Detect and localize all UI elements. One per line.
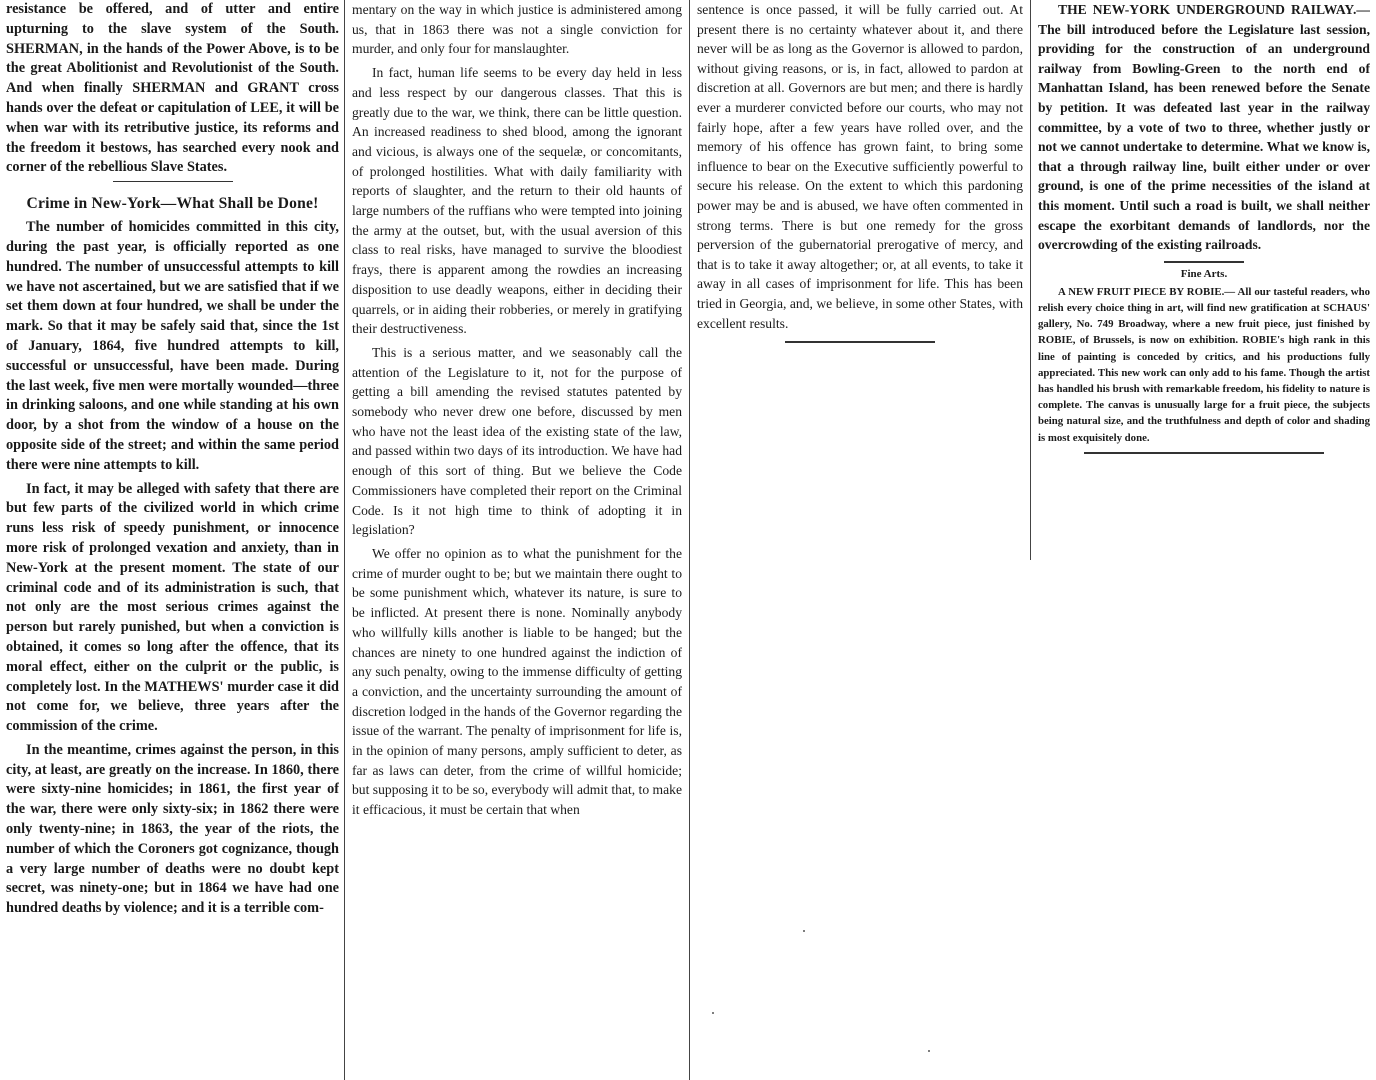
paragraph: In fact, it may be alleged with safety that there are but few parts of the civilized world in which crime runs less risk of speedy punishment, or innocence more risk of prolonged vexation and anxiety, than in New-York at the present moment. The state of our criminal code and of its administration is such, that not only are the most serious crimes against the person but rarely punished, but when a conviction is obtained, it comes so long after the offence, that its moral effect, either on the culprit or the public, is completely lost. In the MATHEWS' murder case it did not come for, we believe, three years after the commission of the crime.	[6, 480, 339, 735]
article-title: A NEW FRUIT PIECE BY ROBIE.—	[1058, 285, 1236, 298]
section-heading: Fine Arts.	[1180, 267, 1228, 280]
scan-speck	[803, 930, 805, 932]
paragraph-continued: mentary on the way in which justice is administered among us, that in 1863 there was not a single conviction for murder, and only four for manslaughter.	[352, 2, 682, 57]
separator-rule	[785, 341, 935, 343]
column-4	[1038, 0, 1370, 560]
scan-speck	[712, 1012, 714, 1014]
article-title: THE NEW-YORK UNDERGROUND RAILWAY.—	[1058, 2, 1370, 17]
paragraph: We offer no opinion as to what the punishment for the crime of murder ought to be; but we maintain there ought to be some punishment which, whatever its nature, is sure to be inflicted. At present there is none. Nominally anybody who willfully kills another is liable to be hanged; but the chances are ninety to one hundred against the indiction of any such penalty, owing to the immense difficulty of getting a conviction, and the uncertainty surrounding the amount of discretion lodged in the hands of the Governor regarding the issue of the warrant. The penalty of imprisonment for life is, in the opinion of many persons, amply sufficient to deter, as far as laws can deter, from the crime of willful homicide; but supposing it to be so, everybody will admit that, to make it efficacious, it must be certain that when	[352, 545, 682, 818]
paragraph: The number of homicides committed in this city, during the past year, is officially reported as one hundred. The number of unsuccessful attempts to kill we have not ascertained, but we are satisfied that if we set them down at four hundred, we shall be under the mark. So that it may be safely said that, since the 1st of January, 1864, five hundred attempts to kill, successful or unsuccessful, have been made. During the last week, five men were mortally wounded—three in drinking saloons, and one while standing at his own door, by a shot from the window of a house on the opposite side of the street; and within the same period there were nine attempts to kill.	[6, 219, 339, 473]
paragraph	[1038, 284, 1370, 446]
separator-rule	[113, 181, 233, 182]
separator-rule	[1084, 452, 1324, 454]
article-headline: Crime in New-York—What Shall be Done!	[26, 195, 319, 213]
paragraph	[1038, 0, 1370, 255]
column-rule	[1030, 0, 1031, 560]
scan-speck	[928, 1050, 930, 1052]
paragraph-continued: sentence is once passed, it will be fully carried out. At present there is no certainty whatever about it, and there never will be as long as the Governor is allowed to pardon, without giving reasons, or is, in fact, allowed to pardon at discretion at all. Governors are but men; and there is hardly ever a murderer convicted before our courts, who may not fairly hope, after a few years have rolled over, and the memory of his offence has grown faint, to bring some influence to bear on the Executive sufficiently powerful to secure his release. On the extent to which this pardoning power may be and is abused, we have often commented in strong terms. There is but one remedy for the gross perversion of the gubernatorial prerogative of mercy, and that is to take it away altogether; or, at all events, to take it away in all cases of imprisonment for life. This has been tried in Georgia, and, we believe, in some other States, with excellent results.	[697, 2, 1023, 331]
paragraph-continued: resistance be offered, and of utter and entire upturning to the slave system of the South. SHERMAN, in the hands of the Power Above, is to be the great Abolitionist and Revolutionist of the South. And when finally SHERMAN and GRANT cross hands over the defeat or capitulation of LEE, it will be when war with its retributive justice, its reforms and the freedom it bestows, has searched every nook and corner of the rebellious Slave States.	[6, 1, 339, 176]
paragraph: In the meantime, crimes against the person, in this city, at least, are greatly on the increase. In 1860, there were sixty-nine homicides; in 1861, the first year of the war, there were only sixty-six; in 1862 there were only twenty-nine; in 1863, the year of the riots, the number of which the Coroners got cognizance, though a very large number of deaths were no doubt kept secret, was ninety-one; but in 1864 we have had one hundred deaths by violence; and it is a terrible com-	[6, 741, 339, 917]
column-2	[352, 0, 682, 1080]
paragraph: This is a serious matter, and we seasonably call the attention of the Legislature to it, not for the purpose of getting a bill amending the revised statutes patented by somebody who never drew one before, discussed by men who have not the least idea of the existing state of the law, and passed within two days of its introduction. We have had enough of this sort of thing. But we believe the Code Commissioners have completed their report on the Criminal Code. Is it not high time to think of adopting it in legislation?	[352, 344, 682, 538]
article-body: All our tasteful readers, who relish every choice thing in art, will find new gratification at SCHAUS' gallery, No. 749 Broadway, where a new fruit piece, just finished by ROBIE, of Brussels, is now on exhibition. ROBIE's high rank in this line of painting is conceded by critics, and his productions fully appreciated. This new work can only add to his fame. Though the artist has handled his brush with remarkable freedom, his fidelity to nature is complete. The canvas is unusually large for a fruit piece, the subjects being natural size, and the truthfulness and depth of color and shading is most exquisitely done.	[1038, 285, 1370, 444]
separator-rule	[1164, 261, 1244, 263]
column-rule	[689, 0, 690, 1080]
column-3	[697, 0, 1023, 460]
column-rule	[344, 0, 345, 1080]
article-body: The bill introduced before the Legislature last session, providing for the construction of an underground railway from Bowling-Green to the north end of Manhattan Island, has been renewed before the Senate by petition. It was defeated last year in the railway committee, by a vote of two to three, whether justly or not we cannot undertake to determine. What we know is, that a through railway line, built either under or over ground, is one of the prime necessities of the island at this moment. Until such a road is built, we shall neither escape the exorbitant demands of landlords, nor the overcrowding of the existing railroads.	[1038, 21, 1370, 253]
paragraph: In fact, human life seems to be every day held in less and less respect by our dangerous classes. That this is greatly due to the war, we think, there can be little question. An increased readiness to shed blood, among the ignorant and vicious, is always one of the sequelæ, or concomitants, of prolonged hostilities. What with daily familiarity with reports of slaughter, and the return to their old haunts of large numbers of the ruffians who were tempted into joining the army at the outset, but, with the usual aversion of this class to real risks, have managed to survive the bloodiest frays, there is apparent among the rowdies an increasing disposition to use deadly weapons, either in deciding their quarrels, or in aiding their robberies, or merely in gratifying their destructiveness.	[352, 65, 682, 337]
column-1	[6, 0, 339, 1080]
